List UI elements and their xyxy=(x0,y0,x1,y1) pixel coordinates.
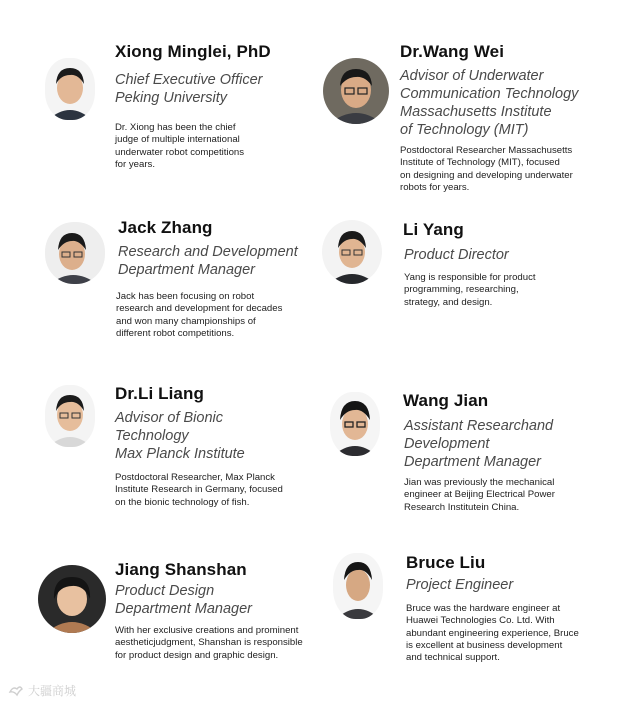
member-name: Xiong Minglei, PhD xyxy=(115,42,271,61)
member-role: Project Engineer xyxy=(406,577,514,593)
member-role: Advisor of Bionic Technology Max Planck Institute xyxy=(115,410,245,462)
member-name: Li Yang xyxy=(403,220,464,239)
avatar xyxy=(333,553,383,619)
avatar xyxy=(323,58,389,124)
avatar xyxy=(322,220,382,284)
member-description: Yang is responsible for product programming, researching, strategy, and design. xyxy=(404,272,536,308)
member-description: Bruce was the hardware engineer at Huawei Technologies Co. Ltd. With abundant engineering experience, Bruce is excellent at business development and technical support. xyxy=(406,603,579,664)
watermark xyxy=(8,682,76,699)
avatar xyxy=(45,58,95,120)
member-name: Jiang Shanshan xyxy=(115,560,247,579)
watermark-text: 大疆商城 xyxy=(28,684,77,698)
member-description: Jian was previously the mechanical engineer at Beijing Electrical Power Research Institutein China. xyxy=(404,477,555,513)
member-role: Chief Executive Officer Peking University xyxy=(115,72,263,106)
member-description: Postdoctoral Researcher Massachusetts Institute of Technology (MIT), focused on designing and developing underwater robots for years. xyxy=(400,145,573,193)
avatar xyxy=(330,392,380,456)
avatar xyxy=(38,565,106,633)
member-description: Dr. Xiong has been the chief judge of multiple international underwater robot competitions for years. xyxy=(115,122,245,170)
member-name: Wang Jian xyxy=(403,391,489,410)
member-description: Jack has been focusing on robot research and development for decades and won many championships of different robot competitions. xyxy=(116,291,283,339)
member-role: Product Design Department Manager xyxy=(115,583,253,617)
member-description: With her exclusive creations and prominent aestheticjudgment, Shanshan is responsible for product design and graphic design. xyxy=(115,625,303,661)
member-name: Dr.Li Liang xyxy=(115,384,204,403)
member-role: Advisor of Underwater Communication Technology Massachusetts Institute of Technology (MIT) xyxy=(400,68,579,138)
member-role: Assistant Researchand Development Department Manager xyxy=(404,418,554,470)
member-role: Product Director xyxy=(404,247,509,263)
member-name: Bruce Liu xyxy=(406,553,486,572)
member-role: Research and Development Department Manager xyxy=(118,244,298,278)
member-name: Dr.Wang Wei xyxy=(400,42,505,61)
member-description: Postdoctoral Researcher, Max Planck Institute Research in Germany, focused on the bionic technology of fish. xyxy=(115,472,283,508)
avatar xyxy=(45,385,95,447)
brand-logo-icon xyxy=(8,683,24,699)
member-name: Jack Zhang xyxy=(118,218,213,237)
avatar xyxy=(45,222,105,284)
